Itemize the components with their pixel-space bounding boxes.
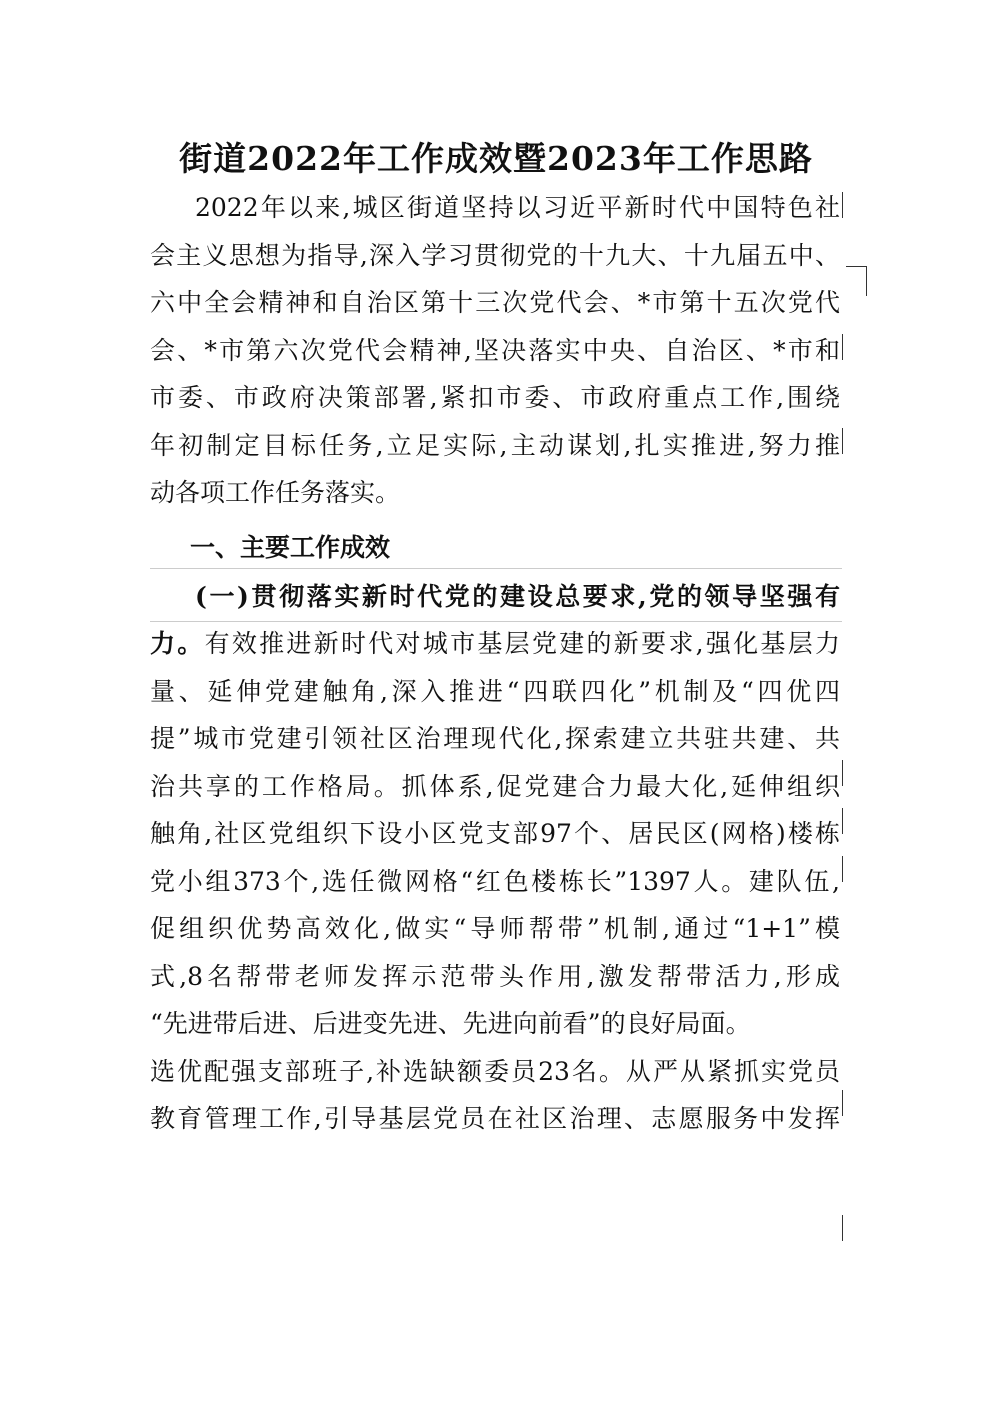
subsection-line: 选优配强支部班子,补选缺额委员23名。从严从紧抓实党员 — [150, 1056, 840, 1086]
section-heading: 一、主要工作成效 — [190, 532, 391, 562]
intro-line: 动各项工作任务落实。 — [150, 478, 401, 507]
intro-line: 2022年以来,城区街道坚持以习近平新时代中国特色社 — [195, 193, 840, 222]
margin-marker — [842, 1215, 843, 1241]
margin-marker — [842, 1090, 843, 1116]
subsection-line: 式,8名帮带老师发挥示范带头作用,激发帮带活力,形成 — [150, 961, 840, 991]
margin-marker — [842, 192, 843, 218]
document-body — [150, 184, 840, 1143]
document-title: 街道2022年工作成效暨2023年工作思路 — [179, 139, 813, 178]
subsection-line: 教育管理工作,引导基层党员在社区治理、志愿服务中发挥 — [150, 1104, 840, 1133]
margin-marker — [842, 428, 843, 454]
subsection-text: 有效推进新时代对城市基层党建的新要求,强化基层力 — [204, 629, 840, 658]
margin-marker — [842, 760, 843, 786]
subsection-line: 治共享的工作格局。抓体系,促党建合力最大化,延伸组织 — [150, 771, 840, 801]
intro-line: 市委、市政府决策部署,紧扣市委、市政府重点工作,围绕 — [150, 383, 840, 412]
intro-line: 会、*市第六次党代会精神,坚决落实中央、自治区、*市和 — [150, 335, 840, 365]
subsection-title: (一)贯彻落实新时代党的建设总要求,党的领导坚强有 — [195, 581, 840, 611]
subsection-title-end: 力。 — [150, 629, 205, 658]
subsection-line: 量、延伸党建触角,深入推进“四联四化”机制及“四优四 — [150, 676, 840, 706]
subsection-line: 触角,社区党组织下设小区党支部97个、居民区(网格)楼栋 — [150, 819, 840, 848]
intro-line: 六中全会精神和自治区第十三次党代会、*市第十五次党代 — [150, 288, 840, 317]
divider-line — [150, 621, 842, 622]
margin-marker — [866, 266, 867, 296]
subsection-line: 促组织优势高效化,做实“导师帮带”机制,通过“1+1”模 — [150, 914, 840, 943]
margin-marker — [842, 856, 843, 882]
subsection-line — [150, 620, 840, 668]
subsection-line: “先进带后进、后进变先进、先进向前看”的良好局面。 — [150, 1009, 751, 1038]
margin-marker — [842, 334, 843, 360]
intro-line: 年初制定目标任务,立足实际,主动谋划,扎实推进,努力推 — [150, 430, 840, 460]
margin-marker — [846, 266, 866, 267]
subsection-line: 提”城市党建引领社区治理现代化,探索建立共驻共建、共 — [150, 724, 840, 753]
divider-line — [150, 568, 842, 569]
intro-line: 会主义思想为指导,深入学习贯彻党的十九大、十九届五中、 — [150, 240, 840, 270]
margin-marker — [842, 808, 843, 834]
subsection-line: 党小组373个,选任微网格“红色楼栋长”1397人。建队伍, — [150, 866, 840, 896]
